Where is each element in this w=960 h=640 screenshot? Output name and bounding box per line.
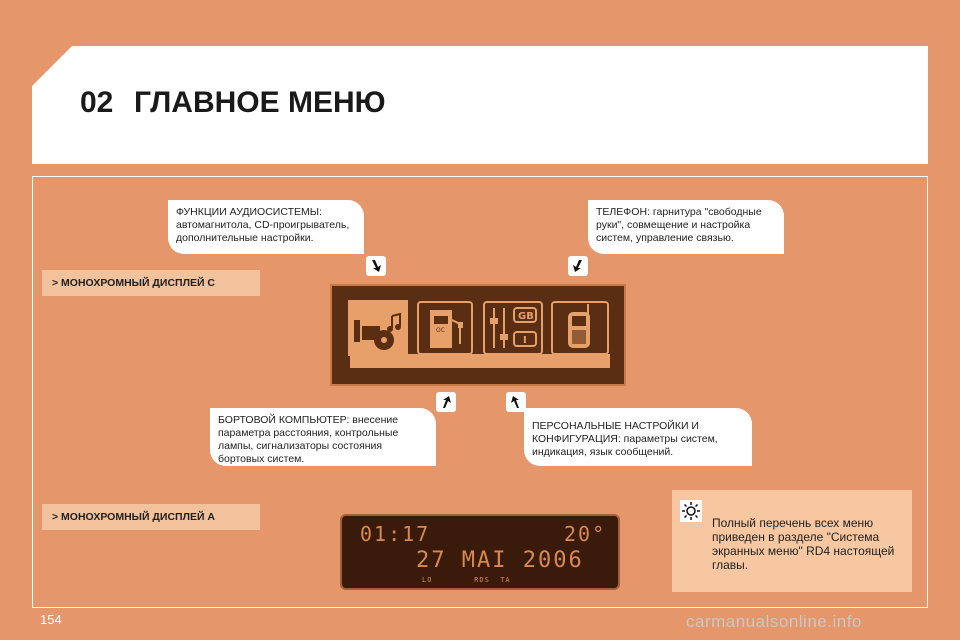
info-box [672,490,912,592]
display-indicators: LO RDS TA [422,576,511,584]
monochrome-display-a [340,514,620,590]
page-number: 154 [40,612,62,627]
callout-audio: ФУНКЦИИ АУДИОСИСТЕМЫ: автомагнитола, CD-проигрыватель, дополнительные настройки. [168,200,364,254]
display-date: 27 MAI 2006 [416,548,584,573]
section-display-c: > МОНОХРОМНЫЙ ДИСПЛЕЙ С [42,270,260,296]
header-corner-cut [32,46,72,86]
info-label: I [523,335,527,346]
chapter-number: 02 [80,86,114,119]
watermark: carmanualsonline.info [686,612,862,631]
page-title: ГЛАВНОЕ МЕНЮ [134,86,386,119]
section-display-a: > МОНОХРОМНЫЙ ДИСПЛЕЙ А [42,504,260,530]
arrow-down-left-icon [568,256,588,276]
callout-settings: ПЕРСОНАЛЬНЫЕ НАСТРОЙКИ И КОНФИГУРАЦИЯ: параметры систем, индикация, язык сообщений. [524,408,752,466]
arrow-up-right-icon [436,392,456,412]
display-temperature: 20° [564,522,607,546]
lightbulb-icon [680,500,702,522]
monochrome-display-c [330,284,626,386]
callout-trip-computer: БОРТОВОЙ КОМПЬЮТЕР: внесение параметра расстояния, контрольные лампы, сигнализаторы состояния бортовых систем. [210,408,436,466]
language-label: GB [518,311,534,322]
display-time: 01:17 [360,522,431,546]
fuel-label: OC [436,327,445,334]
info-text: Полный перечень всех меню приведен в разделе "Система экранных меню" RD4 настоящей главы. [712,516,895,572]
sliders-icon [490,308,508,348]
arrow-up-left-icon [506,392,526,412]
callout-phone: ТЕЛЕФОН: гарнитура "свободные руки", совмещение и настройка систем, управление связью. [588,200,784,254]
mobile-phone-icon [568,304,590,348]
arrow-down-right-icon [366,256,386,276]
fuel-pump-icon [430,310,463,348]
